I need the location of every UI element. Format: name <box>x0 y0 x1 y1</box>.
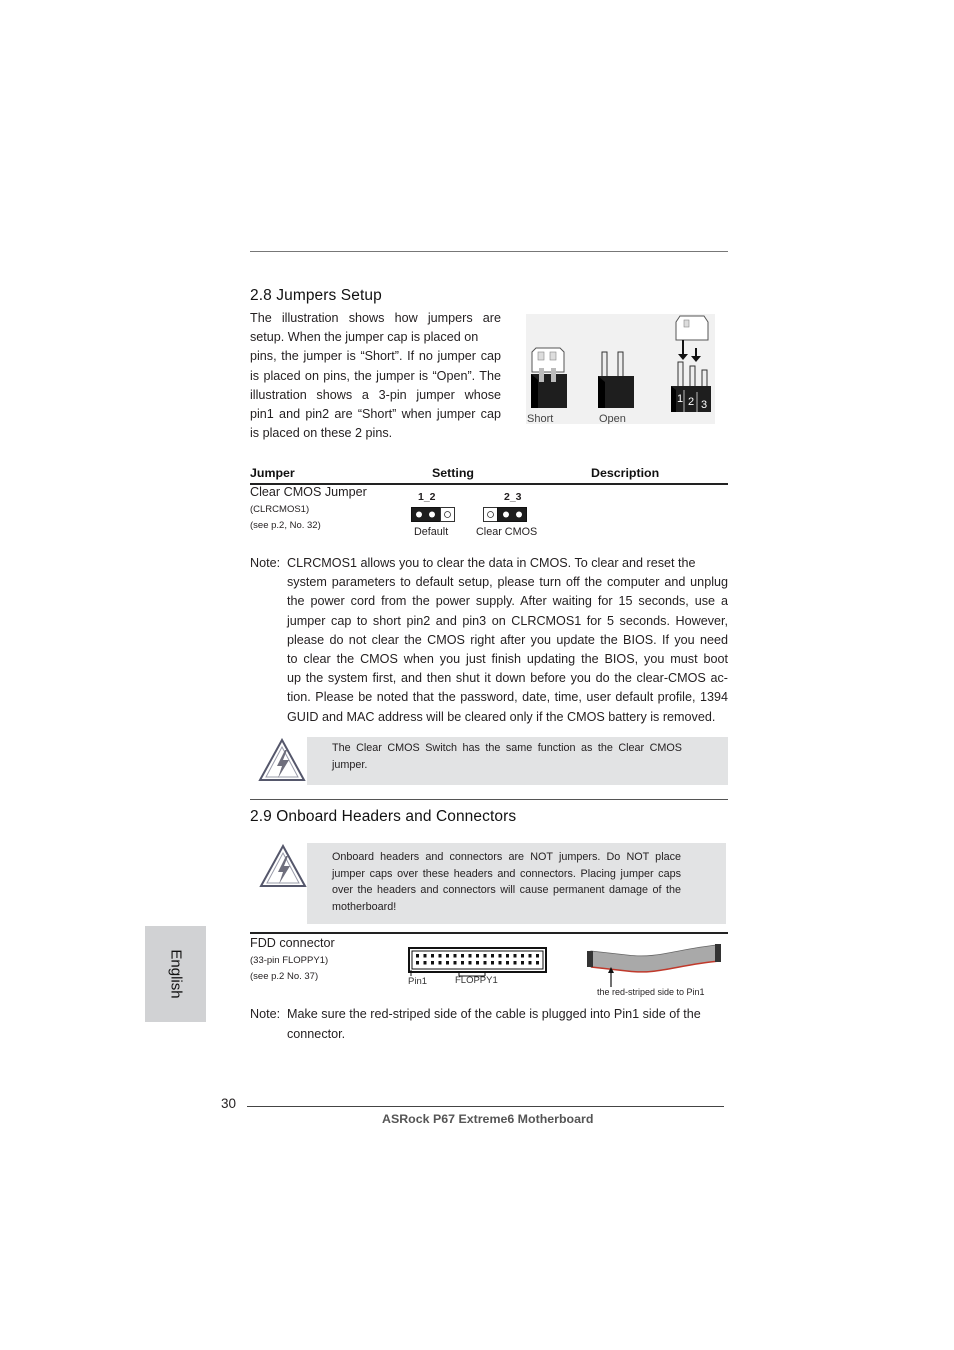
jumper-illustration <box>526 314 715 424</box>
fdd-pin <box>469 954 472 958</box>
caution-text <box>332 849 681 916</box>
caution-line: jumper. <box>332 758 368 771</box>
caution-box-clear-cmos <box>307 737 728 785</box>
caution-line: jumper caps over these headers and connectors. Placing jumper caps <box>332 867 681 880</box>
fdd-pin <box>484 954 487 958</box>
fdd-pin <box>454 954 457 958</box>
caution-text <box>332 740 682 773</box>
clrcmos-ref: (see p.2, No. 32) <box>250 520 321 531</box>
fdd-pin <box>431 954 434 958</box>
caution-box-headers <box>307 843 726 924</box>
fdd-pin <box>469 961 472 965</box>
fdd-id: (33-pin FLOPPY1) <box>250 955 329 966</box>
fdd-pin <box>439 961 442 965</box>
clear-cmos-jumper-name: Clear CMOS Jumper <box>250 485 367 499</box>
note-label: Note: <box>250 556 281 570</box>
section-heading-headers: 2.9 Onboard Headers and Connectors <box>250 808 517 825</box>
note-line: please do not clear the CMOS right after you update the BIOS. If you need <box>287 632 728 647</box>
ribbon-cable-drawing <box>587 941 727 987</box>
footer-rule <box>247 1106 724 1107</box>
fdd-pin <box>454 961 457 965</box>
fdd-pin <box>416 954 419 958</box>
note-line: to clear the CMOS when you just finish updating the BIOS, you must boot <box>287 652 728 667</box>
fdd-pin <box>484 961 487 965</box>
intro-line: is placed on these 2 pins. <box>250 426 393 441</box>
fdd-pin <box>446 954 449 958</box>
setting-clear-label: Clear CMOS <box>476 526 538 538</box>
fdd-pin <box>491 954 494 958</box>
caution-line: over the headers and connectors will cause permanent damage of the <box>332 884 681 897</box>
clrcmos-id: (CLRCMOS1) <box>250 504 310 515</box>
fdd-pin <box>424 961 427 965</box>
fdd-connector-name: FDD connector <box>250 936 335 950</box>
fdd-pin <box>521 961 524 965</box>
fdd-pin <box>536 961 539 965</box>
cable-caption: the red-striped side to Pin1 <box>597 987 705 997</box>
intro-line: setup. When the jumper cap is placed on <box>250 330 479 345</box>
fdd-pin <box>529 961 532 965</box>
pin1-label: Pin1 <box>408 976 428 986</box>
footer-product: ASRock P67 Extreme6 Motherboard <box>382 1112 594 1126</box>
note-line: GUID and MAC address will be cleared only if the CMOS battery is removed. <box>287 709 716 724</box>
table-header-jumper: Jumper <box>250 466 295 480</box>
fdd-pin <box>499 961 502 965</box>
fdd-pin <box>491 961 494 965</box>
fdd-pin <box>514 961 517 965</box>
fdd-pin <box>529 954 532 958</box>
table-header-description: Description <box>591 466 660 480</box>
page-number: 30 <box>221 1096 237 1111</box>
three-pin-jumper-drawing <box>671 316 711 412</box>
warning-icon <box>258 738 306 782</box>
language-label: English <box>167 949 184 999</box>
section-divider <box>250 799 728 800</box>
caution-line: Onboard headers and connectors are NOT jumpers. Do NOT place <box>332 851 681 863</box>
caution-line: motherboard! <box>332 901 397 914</box>
fdd-pin <box>476 961 479 965</box>
short-jumper-drawing <box>531 348 567 408</box>
intro-line: pins, the jumper is “Short”. If no jumper cap <box>250 349 501 364</box>
setting-default-label: Default <box>414 526 449 538</box>
intro-line: illustration shows a 3-pin jumper whose <box>250 387 501 402</box>
fdd-pin <box>506 961 509 965</box>
floppy-connector-drawing <box>407 946 549 986</box>
fdd-pin <box>514 954 517 958</box>
fdd-pin <box>476 954 479 958</box>
pin-label: 2 <box>688 396 695 408</box>
note-line: CLRCMOS1 allows you to clear the data in CMOS. To clear and reset the <box>287 556 696 570</box>
language-side-tab <box>145 926 206 1022</box>
fdd-ref: (see p.2 No. 37) <box>250 971 319 982</box>
fdd-pin <box>461 961 464 965</box>
fdd-note <box>287 1005 728 1044</box>
pin-label: 3 <box>701 399 708 411</box>
caution-line: The Clear CMOS Switch has the same function as the Clear CMOS <box>332 742 682 754</box>
note-line: connector. <box>287 1027 346 1042</box>
table-header-setting: Setting <box>432 466 474 480</box>
section-heading-jumpers: 2.8 Jumpers Setup <box>250 287 382 304</box>
note-line: tion. Please be noted that the password, date, time, user default profile, 1394 <box>287 690 728 705</box>
jumper-clear-graphic <box>483 507 527 522</box>
intro-line: The illustration shows how jumpers are <box>250 311 501 325</box>
fdd-pin <box>521 954 524 958</box>
fdd-pin <box>439 954 442 958</box>
note-line: up the system first, and then shut it down before you do the clear-CMOS ac- <box>287 671 728 686</box>
fdd-pin <box>499 954 502 958</box>
jumper-default-graphic <box>411 507 455 522</box>
fdd-pin <box>536 954 539 958</box>
fdd-pin <box>416 961 419 965</box>
jumper-diagram-svg <box>526 314 715 424</box>
intro-line: pin1 and pin2 are “Short” when jumper cap <box>250 407 501 422</box>
jumpers-intro <box>250 309 501 443</box>
note-line: the power cord from the power supply. After waiting for 15 seconds, use a <box>287 594 728 609</box>
floppy1-label: FLOPPY1 <box>455 975 498 986</box>
fdd-pin <box>461 954 464 958</box>
clrcmos-note <box>287 554 728 727</box>
short-label: Short <box>527 413 554 424</box>
fdd-pin <box>424 954 427 958</box>
note-label: Note: <box>250 1007 281 1021</box>
fdd-pin <box>446 961 449 965</box>
warning-icon <box>259 844 307 888</box>
open-jumper-drawing <box>598 352 634 408</box>
top-divider <box>250 251 728 252</box>
setting-default-pins-label: 1_2 <box>418 491 436 503</box>
note-line: system parameters to default setup, please turn off the computer and unplug <box>287 575 728 590</box>
setting-clear-pins-label: 2_3 <box>504 491 522 503</box>
open-label: Open <box>599 413 626 424</box>
note-line: jumper cap to short pin2 and pin3 on CLRCMOS1 for 5 seconds. However, <box>287 613 728 628</box>
fdd-pin <box>431 961 434 965</box>
fdd-table-rule <box>250 932 728 934</box>
note-line: Make sure the red-striped side of the cable is plugged into Pin1 side of the <box>287 1007 701 1021</box>
fdd-pin <box>506 954 509 958</box>
intro-line: is placed on pins, the jumper is “Open”. The <box>250 368 501 383</box>
pin-label: 1 <box>677 393 684 405</box>
